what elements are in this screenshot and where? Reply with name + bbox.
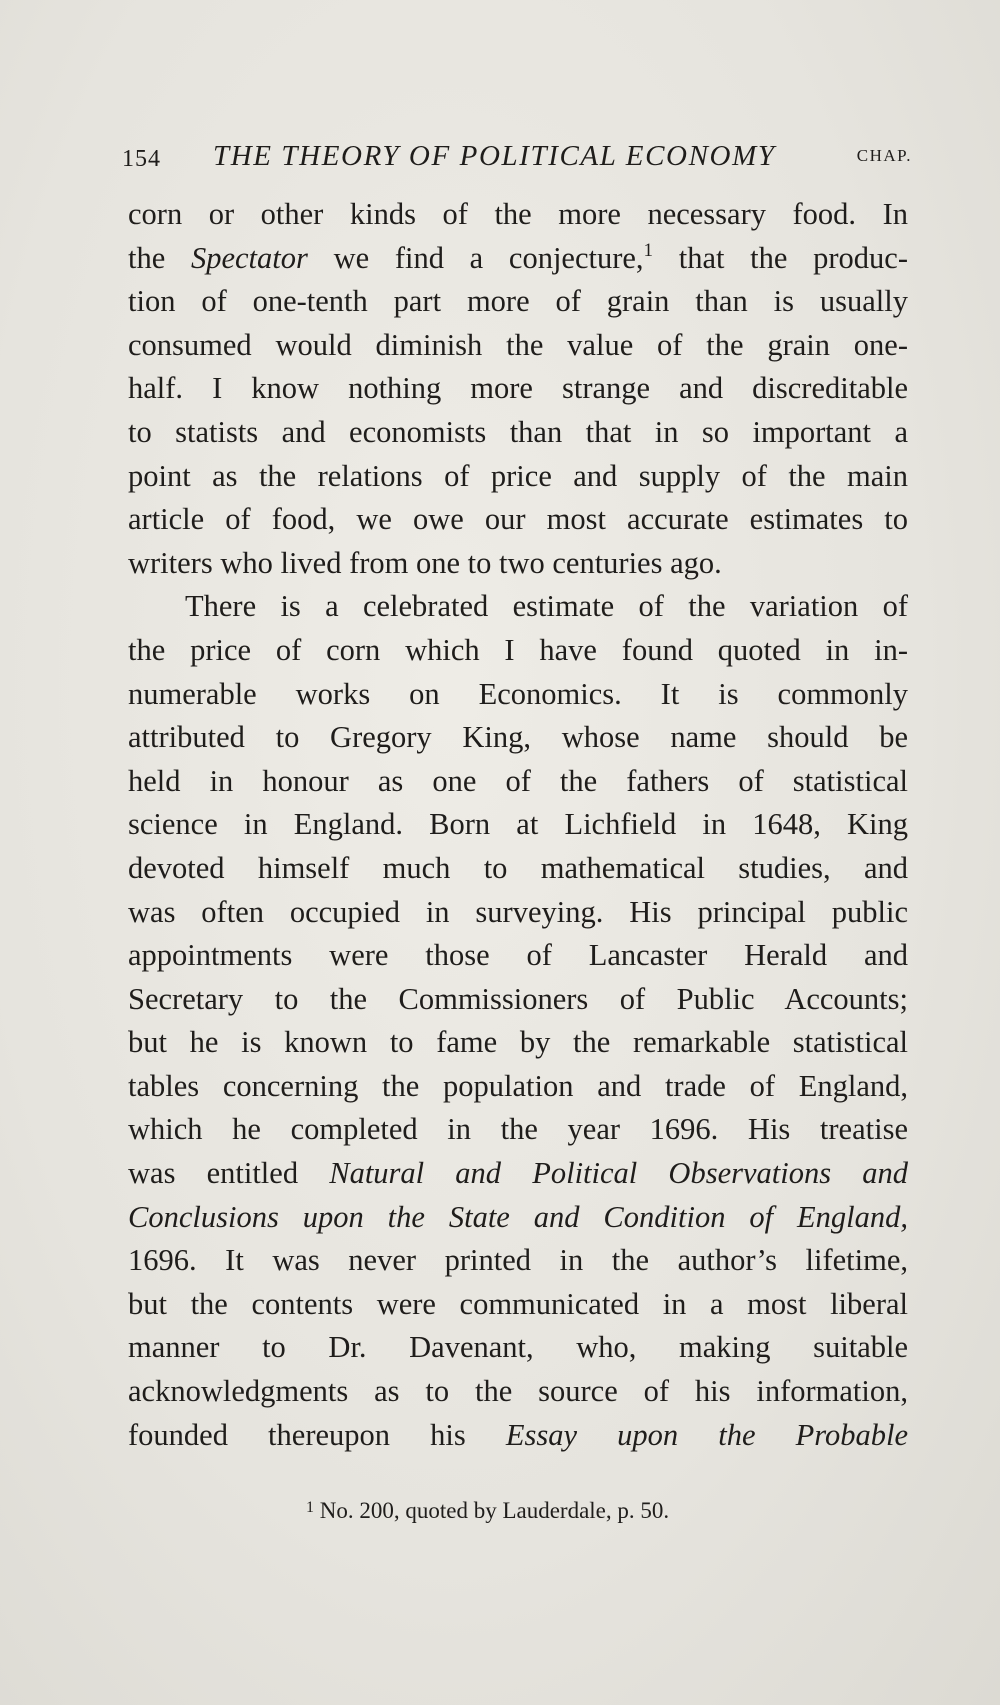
- text-line: [128, 280, 908, 324]
- text-line: [128, 629, 908, 673]
- italic-text: Conclusions upon the State and Condition of England,: [128, 1199, 908, 1234]
- text-line: [128, 367, 908, 411]
- footnote-text: No. 200, quoted by Lauderdale, p. 50.: [319, 1498, 670, 1523]
- text-segment: point as the relations of price and supply of the main: [128, 458, 908, 493]
- text-segment: 1696. It was never printed in the author’s lifetime,: [128, 1243, 908, 1278]
- text-segment: which he completed in the year 1696. His treatise: [128, 1112, 908, 1147]
- text-segment: half. I know nothing more strange and discreditable: [128, 371, 908, 406]
- text-line: [128, 498, 908, 542]
- text-line: [128, 1283, 908, 1327]
- text-line: [128, 193, 908, 237]
- page-number: 154: [122, 146, 161, 172]
- text-segment: to statists and economists than that in so important a: [128, 414, 908, 449]
- body-text: [128, 193, 908, 1457]
- text-line: [128, 324, 908, 368]
- text-line: [128, 1021, 908, 1065]
- text-segment: tables concerning the population and trade of England,: [128, 1068, 908, 1103]
- text-segment: was entitled: [128, 1156, 330, 1191]
- text-line: [128, 455, 908, 499]
- footnote-marker: 1: [306, 1499, 314, 1516]
- text-line: [128, 891, 908, 935]
- text-segment: attributed to Gregory King, whose name should be: [128, 720, 908, 755]
- text-line: [128, 1326, 908, 1370]
- text-segment: was often occupied in surveying. His principal public: [128, 894, 908, 929]
- text-segment: Secretary to the Commissioners of Public Accounts;: [128, 981, 908, 1016]
- text-segment: numerable works on Economics. It is commonly: [128, 676, 908, 711]
- text-segment: writers who lived from one to two centuries ago.: [128, 545, 722, 580]
- text-line: [128, 803, 908, 847]
- italic-text: Natural and Political Observations and: [329, 1156, 908, 1191]
- text-line: [128, 237, 908, 281]
- text-segment: science in England. Born at Lichfield in 1648, King: [128, 807, 908, 842]
- text-segment: acknowledgments as to the source of his information,: [128, 1374, 908, 1409]
- text-line: [128, 585, 908, 629]
- text-line: [128, 1108, 908, 1152]
- text-segment: appointments were those of Lancaster Herald and: [128, 938, 908, 973]
- text-segment: we find a conjecture,: [307, 240, 644, 275]
- running-title: THE THEORY OF POLITICAL ECONOMY: [213, 140, 776, 172]
- text-segment: corn or other kinds of the more necessary food. In: [128, 197, 908, 231]
- chapter-label: CHAP.: [856, 146, 912, 165]
- text-line: [128, 1152, 908, 1196]
- text-segment: the price of corn which I have found quoted in in-: [128, 632, 908, 667]
- footnote: [306, 1498, 669, 1524]
- text-line: [128, 1196, 908, 1240]
- text-segment: that the produc-: [653, 240, 908, 275]
- text-line: [128, 760, 908, 804]
- text-line: [128, 847, 908, 891]
- text-line: [128, 673, 908, 717]
- footnote-reference: 1: [643, 239, 654, 261]
- text-segment: founded thereupon his: [128, 1417, 506, 1452]
- text-line: [128, 934, 908, 978]
- text-line: [128, 1065, 908, 1109]
- text-segment: consumed would diminish the value of the grain one-: [128, 327, 908, 362]
- text-segment: the: [128, 240, 191, 275]
- italic-text: Spectator: [190, 240, 308, 275]
- text-line: [128, 542, 908, 586]
- text-segment: tion of one-tenth part more of grain than is usually: [128, 284, 908, 319]
- running-header: [122, 140, 912, 180]
- text-segment: devoted himself much to mathematical studies, and: [128, 850, 908, 885]
- text-line: [128, 411, 908, 455]
- italic-text: Essay upon the Probable: [505, 1417, 908, 1452]
- text-segment: but he is known to fame by the remarkable statistical: [128, 1025, 908, 1060]
- text-line: [128, 1414, 908, 1458]
- text-line: [128, 1239, 908, 1283]
- text-line: [128, 716, 908, 760]
- text-segment: but the contents were communicated in a most liberal: [128, 1286, 908, 1321]
- text-segment: held in honour as one of the fathers of statistical: [128, 763, 908, 798]
- text-segment: There is a celebrated estimate of the variation of: [185, 589, 908, 624]
- text-segment: article of food, we owe our most accurate estimates to: [128, 502, 908, 537]
- text-line: [128, 978, 908, 1022]
- text-segment: manner to Dr. Davenant, who, making suitable: [128, 1330, 908, 1365]
- text-line: [128, 1370, 908, 1414]
